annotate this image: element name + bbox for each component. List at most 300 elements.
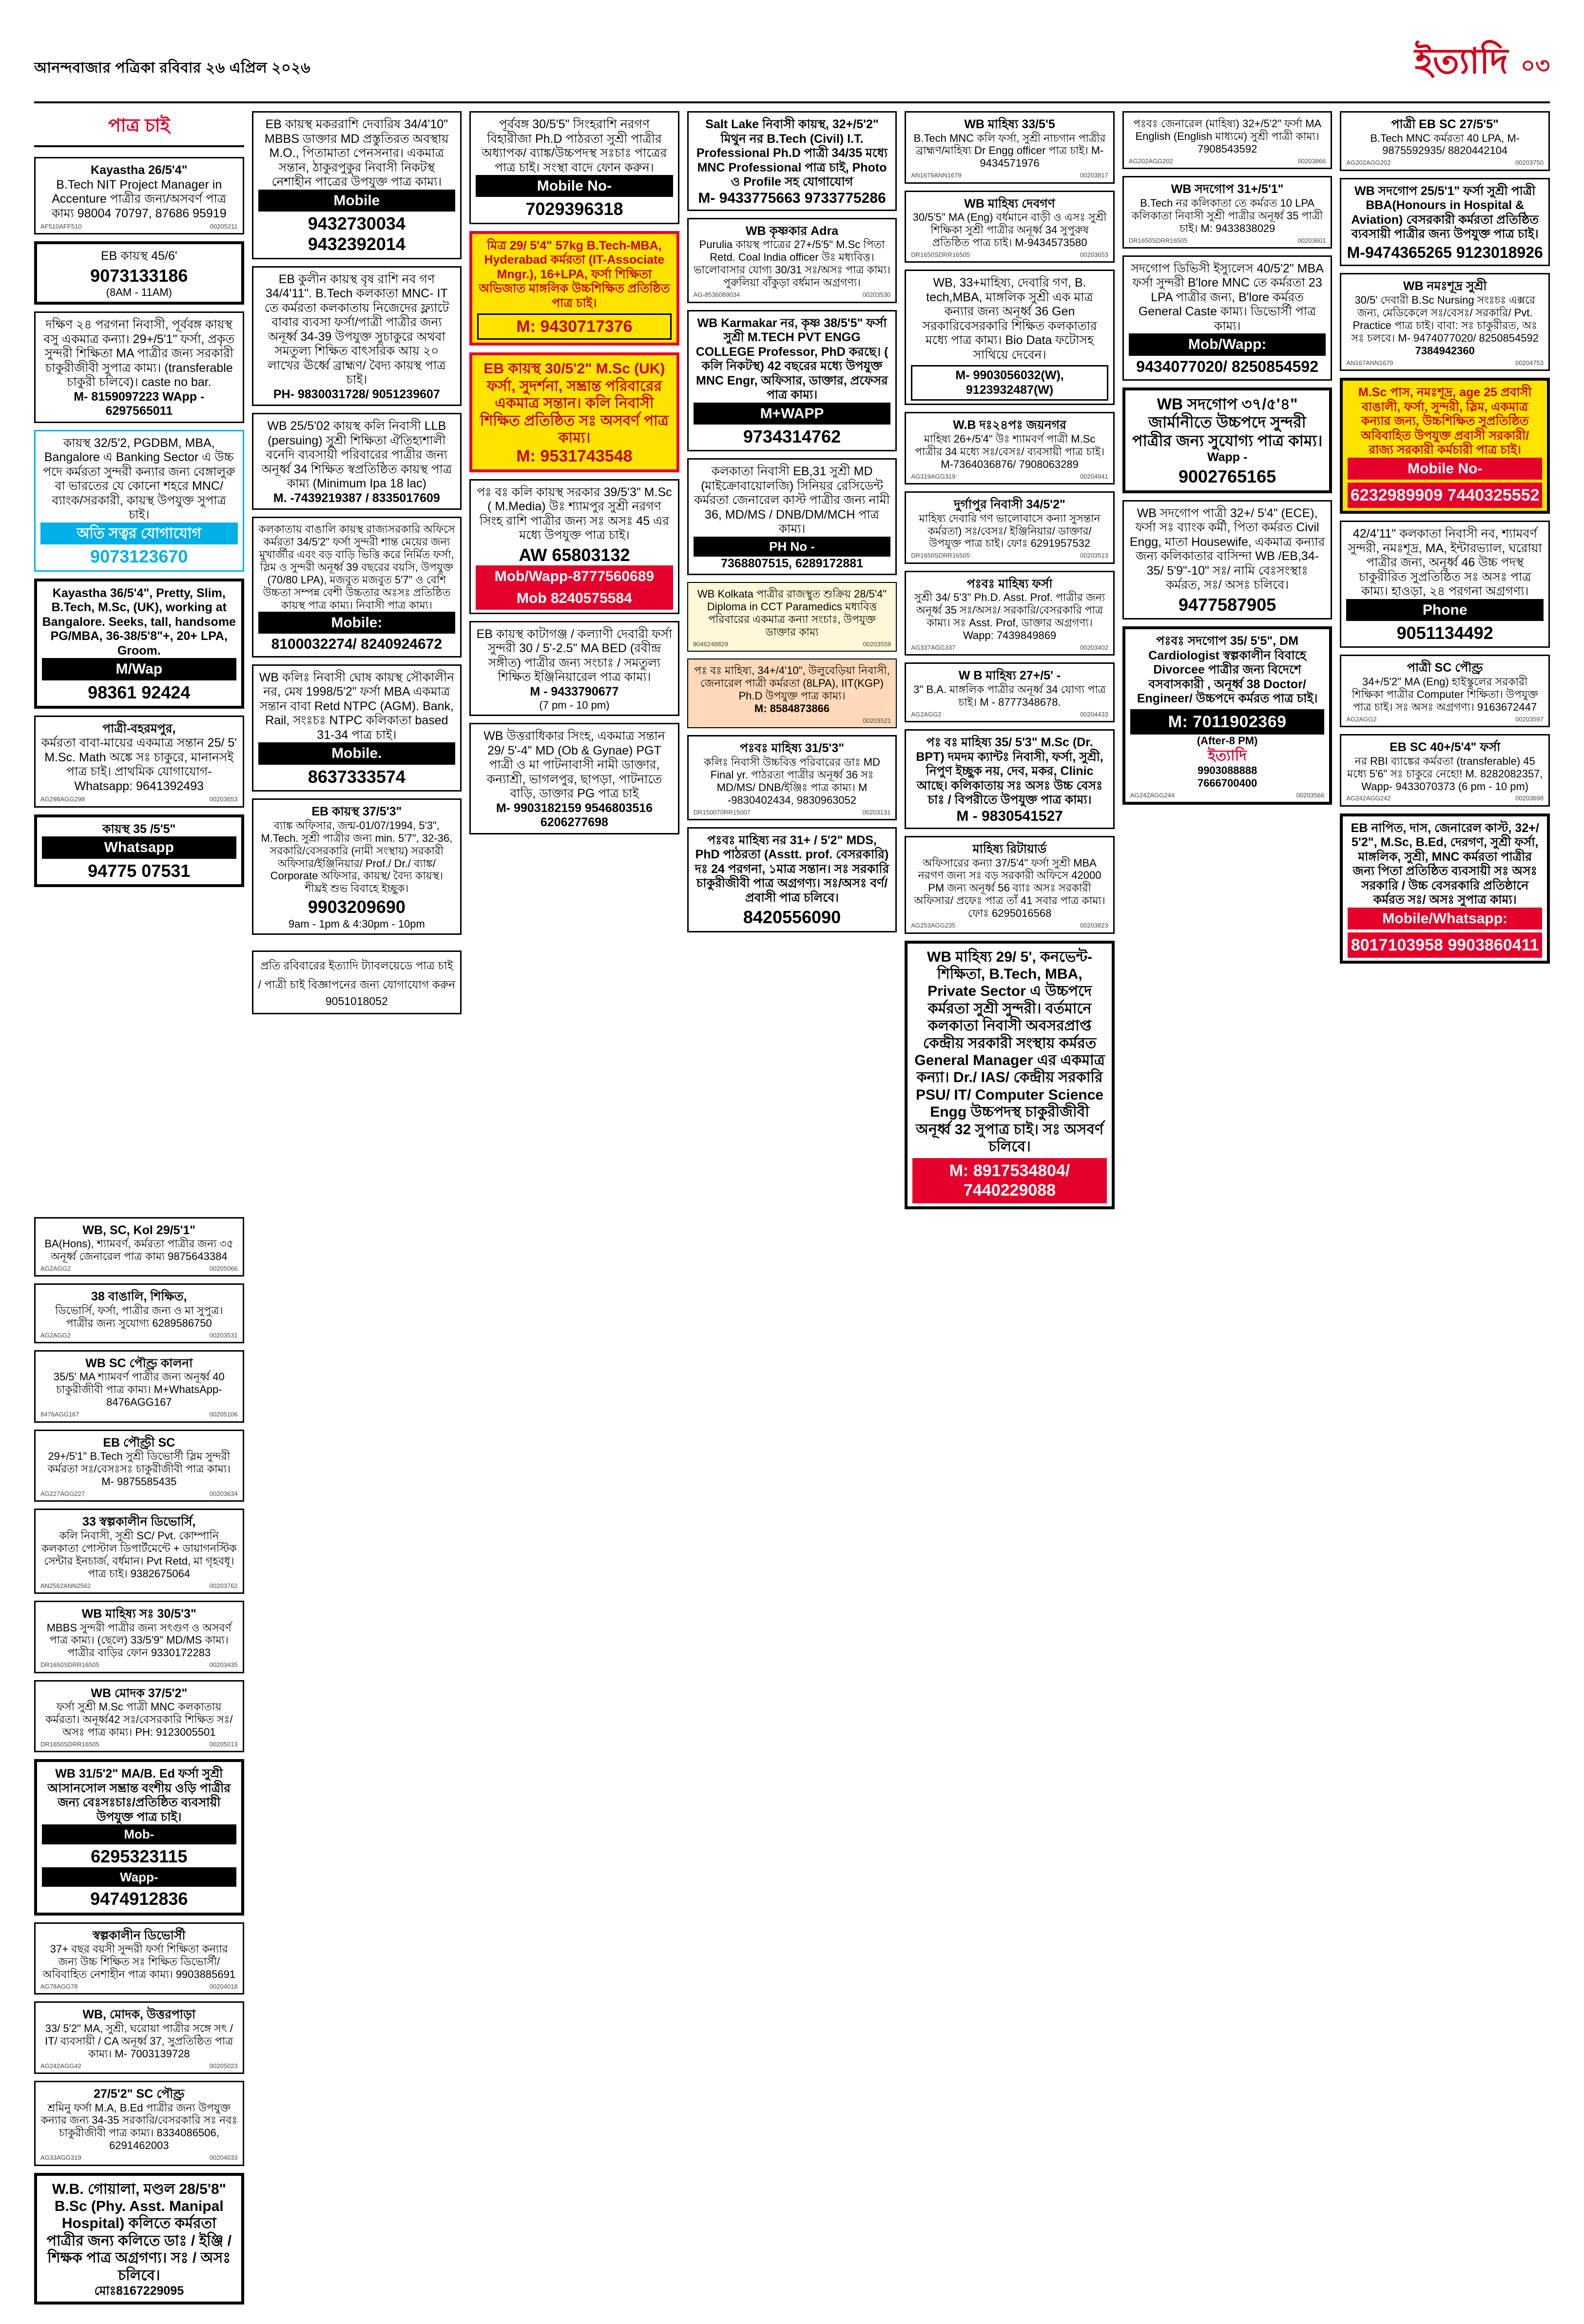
ad-body: EB নাপিত, দাস, জেনারেল কাস্ট, 32+/ 5'2", M.Sc, B.Ed, দেরগণ, সুশ্রী ফর্সা, মাঙ্গলিক, সুশ্রী, MNC কর্মরতা পাত্রীর জন্য পিতা প্রতিষ্ঠিত ব্যবসায়ী সঃ অসঃ সরকারি / উচ্চ বেসরকারি প্রতিষ্ঠানে কর্মরত সঃ/ অসঃ সুপাত্র কাম্য। — [1351, 821, 1539, 907]
ref-left: AG319AGG319 — [911, 472, 956, 480]
ref-left: AN2562ANN2562 — [40, 1582, 91, 1589]
classified-ad[interactable] — [1122, 387, 1333, 493]
ad-body: WB মাহিষ্য 29/ 5', কনভেন্ট-শিক্ষিতা, B.Tech, MBA, Private Sector এ উচ্চপদে কর্মরতা সুশ্রী সুন্দরী। বর্তমানে কলকাতা নিবাসী অবসরপ্রাপ্ত কেন্দ্রীয় সরকারী সংস্থায় কর্মরত General Manager এর একমাত্র কন্যা। Dr./ IAS/ কেন্দ্রীয় সরকারি PSU/ IT/ Computer Science Engg উচ্চপদস্থ চাকুরীজীবী অনূর্ধ্ব 32 সুপাত্র চাই। সঃ অসবর্ণ চলিবে। — [914, 949, 1105, 1155]
ad-body: 33/ 5'2" MA, সুশ্রী, ঘরোয়া পাত্রীর সঙ্গে সৎ / IT/ ব্যবসায়ী / CA অনূর্ধ্ব 37, সুপ্রতিষ্ঠিত পাত্র কাম্য। M- 7003139728 — [45, 2022, 233, 2060]
ad-body: EB কায়স্থ কাটাগঞ্জ / কল্যাণী দেবারী ফর্সা সুন্দরী 30 / 5'-2.5" MA BED (রবীন্দ্র সঙ্গীত) পাত্রীর জন্য সংচাঃ / সমতুল্য শিক্ষিত ইঞ্জিনিয়ারেল পাত্র কাম্য। — [476, 627, 673, 684]
ad-band: M+WAPP — [694, 403, 891, 425]
ad-contact[interactable]: M: 9430717376 — [477, 313, 672, 340]
ref-right: 00203866 — [1297, 157, 1326, 165]
classified-ad[interactable] — [687, 827, 897, 932]
ref-left: AG298AGG298 — [40, 795, 85, 803]
ref-right: 00203653 — [209, 795, 238, 803]
ad-body: EB কায়স্থ মকররাশি দেবারিষ 34/4'10" MBBS ডাক্তার MD প্রস্তুতিরত অবস্থায় M.O., পিতামাতা পেনসনার। একমাত্র সন্তান, ঠাকুরপুকুর নিবাসী নিকটস্থ নেশাহীন পাত্রের উপযুক্ত পাত্র কাম্য। — [265, 117, 449, 189]
ref-right: 00203566 — [1296, 792, 1325, 799]
ref-right: 00203402 — [1080, 644, 1108, 652]
ad-reference — [1346, 159, 1544, 166]
ad-band: Mob/Wapp: — [1129, 333, 1326, 355]
ref-left: AN1679ANN1679 — [911, 172, 962, 179]
ad-body: EB কায়স্থ 30/5'2" M.Sc (UK) ফর্সা, সুদর্শনা, সম্ভ্রান্ত পরিবারের একমাত্র সন্তান। কলি নিবাসী শিক্ষিত প্রতিষ্ঠিত সঃ অসবর্ণ পাত্র কাম্য। — [480, 361, 669, 446]
ad-body: 30/5'5" MA (Eng) বর্ধমানে বাড়ী ও এসঃ সুশ্রী শিক্ষিকা সুশ্রী পাত্রীর অনূর্ধ্ব 34 সুপুরুষ প্রতিষ্ঠিত পাত্র চাই। M-9434573580 — [912, 211, 1107, 249]
ref-right: 00203597 — [1515, 715, 1544, 723]
ad-body: পঃবঃ সদগোপ 35/ 5'5", DM Cardiologist স্বল্পকালীন বিবাহে Divorcee পাত্রীর জন্য বিদেশে বসবাসকারী , অনূর্ধ্ব 38 Doctor/ Engineer/ উচ্চপদে কর্মরত পাত্র চাই। — [1137, 634, 1318, 706]
ad-headline: 33 স্বল্পকালীন ডিভোর্সি, — [82, 1515, 196, 1529]
ad-reference — [1346, 716, 1544, 723]
ref-right: 00205211 — [210, 223, 238, 230]
classified-ad[interactable] — [34, 241, 244, 305]
ad-body: কায়স্থ 32/5'2, PGDBM, MBA, Bangalore এ Banking Sector এ উচ্চ পদে কর্মরতা সুন্দরী কন্যার জন্য বেঙ্গালুরু বা ভারতের যে কোনো শহরে MNC/ ব্যাংক/সরকারী, কায়স্থ উপযুক্ত সুপাত্র চাই। — [43, 436, 235, 522]
ref-right: 00204018 — [209, 1983, 238, 1991]
ref-left: 9046248829 — [693, 640, 729, 648]
ref-left: DR1650SDRR16505 — [40, 1741, 99, 1748]
ref-left: AG33AGG319 — [40, 2154, 81, 2162]
ref-left: AN167ANN1679 — [1346, 359, 1393, 367]
ad-phone[interactable]: 8637333574 — [308, 766, 406, 787]
ad-headline: 38 বাঙালি, শিক্ষিত, — [91, 1290, 187, 1304]
ad-body: পঃ বঃ মাহিষ্য 35/ 5'3" M.Sc (Dr. BPT) দমদম ক্যান্টঃ নিবাসী, ফর্সা, সুশ্রী, নিপুণ ইচ্ছুক নয়, দেব, মকর, Clinic আছে। কলিকাতায় সঃ অসঃ উচ্চ বেসঃ চাঃ / বিপরীতে উপযুক্ত পাত্র কাম্য। — [916, 736, 1103, 807]
classified-ad[interactable] — [687, 582, 897, 652]
ad-contact[interactable]: M- 9433775663 9733775286 — [698, 190, 886, 206]
ad-headline: WB মাহিষ্য সঃ 30/5'3" — [81, 1607, 196, 1621]
ad-body: B.Tech নর কলিকাতা তে কর্মরত 10 LPA কলিকাতা নিবাসী সুশ্রী পাত্রীর অনূর্ধ্ব 35 পাত্রী চাই। M: 9433838029 — [1132, 196, 1323, 234]
ad-body: দক্ষিণ ২৪ পরগনা নিবাসী, পূর্ববঙ্গ কায়স্থ বসু একমাত্র কন্যা। 29+/5'1" ফর্সা, প্রকৃত সুন্দরী শিক্ষিতা MA পাত্রীর জন্য সরকারী চাকুরীজীবী সুপাত্র কাম্য। (transferable চাকুরী চলিবে)। caste no bar. — [43, 318, 235, 389]
ad-contact-extra[interactable]: 7384942360 — [1415, 344, 1475, 357]
ref-left: 8476AGG167 — [40, 1411, 79, 1418]
ad-body: WB 25/5'02 কায়স্থ কলি নিবাসী LLB (persuing) সুশ্রী শিক্ষিতা ঐতিহ্যশালী বনেদি ব্যবসায়ী পরিবারের পাত্রীর জন্য অনূর্ধ্ব 34 শিক্ষিত স্বপ্রতিষ্ঠিত কায়স্থ পাত্র কাম্য (Minimum Ipa 18 lac) — [261, 419, 452, 491]
ad-body: Kayastha 36/5'4", Pretty, Slim, B.Tech, M.Sc, (UK), working at Bangalore. Seeks, tall, handsome PG/MBA, 36-38/5'8"+, 20+ LPA, Groom. — [42, 586, 236, 658]
page-number: ০৩ — [1521, 53, 1550, 78]
classified-ad[interactable] — [687, 735, 897, 820]
ref-right: 00204753 — [1515, 359, 1544, 367]
ad-band-3: Mob 8240575584 — [476, 587, 673, 609]
ad-phone[interactable]: 9734314762 — [743, 426, 841, 446]
ref-left: AF510AFF510 — [40, 223, 82, 230]
ad-body: WB সদগোপ ৩৭/৫'৪" জার্মানীতে উচ্চপদে সুন্দরী পাত্রীর জন্য সুযোগ্য পাত্র কাম্য। — [1132, 395, 1323, 450]
ad-body: WB Karmakar নর, কৃষ্ণ 38/5'5" ফর্সা সুশ্রী M.TECH PVT ENGG COLLEGE Professor, PhD করছে। ( কলি নিকটস্থ) 42 বছরের মধ্যে উপযুক্ত MNC Engr, অফিসার, ডাক্তার, প্রফেসর পাত্র কাম্য। — [695, 316, 889, 402]
classified-ad[interactable] — [34, 311, 244, 423]
classified-ad[interactable] — [905, 491, 1115, 564]
ad-headline: পাত্রী SC পৌণ্ড্র — [1407, 661, 1483, 675]
ref-right: 00203131 — [862, 808, 891, 816]
ref-left: DR1650SDRR16505 — [40, 1661, 99, 1669]
ad-phone[interactable]: 9477587905 — [1178, 594, 1276, 615]
ad-reference — [40, 1265, 238, 1272]
ad-phone[interactable]: 98361 92424 — [88, 682, 191, 702]
classified-ad[interactable] — [469, 621, 679, 716]
ad-body: M.Sc পাস, নমঃশূদ্র, age 25 প্রবাসী বাঙালী, ফর্সা, সুন্দরী, স্লিম, একমাত্র কন্যার জন্য, উচ্চশিক্ষিত সুপ্রতিষ্ঠিত অবিবাহিত উপযুক্ত প্রবাসী সরকারী/ রাজ্য সরকারী কর্মচারী পাত্র চাই। — [1358, 386, 1532, 457]
ad-headline: WB মাহিষ্য 33/5'5 — [964, 117, 1055, 131]
ad-body: নর RBI ব্যাঙ্কের কর্মরতা (transferable) 45 মধ্যে 5'6" সঃ চাকুরে নেহো! M. 8282082357, Wapp- 9433070373 (6 pm - 10 pm) — [1347, 755, 1543, 793]
ad-headline: WB মোদক 37/5'2" — [91, 1686, 188, 1700]
ad-contact[interactable]: 7368807515, 6289172881 — [721, 556, 863, 570]
ad-phone-note: (8AM - 11AM) — [106, 286, 172, 299]
ad-phone-note: (After-8 PM) — [1197, 734, 1258, 747]
ad-body: কলি নিবাসী, সুশ্রী SC/ Pvt. কোম্পানি কলকাতা পোস্টাল ডিপার্টমেন্টে + ডায়াগনস্টিক সেন্টার ইনচার্জ, বর্ধমান। Pvt Retd, মা গৃহবধূ। পাত্র চাই। 9382675064 — [41, 1529, 237, 1580]
classified-ad[interactable] — [905, 270, 1115, 405]
ad-contact[interactable]: M: 8917534804/ 7440229088 — [912, 1158, 1107, 1203]
ad-contact[interactable]: M - 9433790677 — [530, 684, 619, 698]
ref-right: 00204033 — [209, 2154, 238, 2162]
ad-body: EB কুলীন কায়স্থ বৃষ রাশি নব গণ 34/4'11". B.Tech কলকাতা MNC- IT তে কর্মরতা কলকাতায় নিজেদের ফ্ল্যাটে বাবার ব্যবসা ফর্সা/পাত্রী পাত্রীর জন্য অনূর্ধ্ব 34-39 উপযুক্ত সুচাকুরে অথবা সমতুল্য শিক্ষিত বাৎসরিক আয় ২০ লাখের ঊর্ধ্বে ব্রাহ্মণ/ বৈদ্য কায়স্থ পাত্র চাই। — [264, 272, 449, 387]
ad-headline: পঃবঃ মাহিষ্য ফর্সা — [966, 577, 1053, 591]
ad-reference — [911, 473, 1108, 480]
ref-left: AG253AGG235 — [911, 922, 956, 930]
ad-body: কলিঃ নিবাসী উচ্চবিত্ত পরিবারের ডাঃ MD Final yr. পাঠরতা পাত্রীর অনূর্ধ্ব 36 সঃ MD/MS/ DNB/ইঞ্জিঃ পাত্র কাম্য। M -9830402434, 9830963052 — [704, 755, 880, 806]
ref-left: AG78AGG78 — [40, 1983, 78, 1991]
ad-body: ফর্সা সুশ্রী M.Sc পাত্রী MNC কলকাতায় কর্মরতা। অনূর্ধ্ব42 সঃ/বেসরকারি শিক্ষিত সঃ/অসঃ পাত্র কাম্য। PH: 9123005501 — [45, 1701, 233, 1739]
ad-phone-note: 9am - 1pm & 4:30pm - 10pm — [288, 917, 425, 930]
ref-right: 00203513 — [1080, 552, 1108, 560]
ad-body: পঃবঃ মাহিষ্য নর 31+ / 5'2" MDS, PhD পাঠরতা (Asstt. prof. বেসরকারি) দঃ 24 পরগনা, ১মাত্র সন্তান। সঃ সরকারি চাকুরীজীবী পাত্র অগ্রগণ্য। সঃ/অসঃ বর্ণ/ প্রবাসী পাত্র চলিবে। — [695, 833, 889, 905]
ad-contact[interactable]: AW 65803132 — [519, 544, 630, 565]
ad-band: Mobile No- — [476, 175, 673, 197]
ad-phone[interactable]: 8017103958 9903860411 — [1348, 932, 1542, 958]
ad-reference — [1346, 359, 1544, 367]
etc-phone-1[interactable]: 9903088888 — [1197, 764, 1257, 777]
classified-ad[interactable] — [1340, 655, 1550, 727]
classified-ad[interactable] — [252, 413, 462, 510]
ad-headline: স্বল্পকালীন ডিভোর্সী — [92, 1928, 186, 1942]
ad-phone-note: (7 pm - 10 pm) — [539, 699, 610, 712]
ref-left: DR150070RR15007 — [693, 808, 751, 816]
ad-band: Mobile. — [258, 742, 456, 764]
ad-headline: দুর্গাপুর নিবাসী 34/5'2" — [954, 498, 1065, 512]
ad-body: WB 31/5'2" MA/B. Ed ফর্সা সুশ্রী আসানসোল সম্ভ্রান্ত বংশীয় ওড়ি পাত্রীর জন্য বেঃসঃচাঃ/প্রতিষ্ঠিত ব্যবসায়ী উপযুক্ত পাত্র চাই। — [47, 1767, 231, 1824]
ad-body: WB উত্তরাধিকার সিংহ, একমাত্র সন্তান 29/ 5'-4" MD (Ob & Gynae) PGT পাত্রী ও মা পাটনাবাসী নামী ডাক্তার, কন্যাশ্রী, ভাগলপুর, ছাপড়া, পাটনাতে বাড়ি, ডাক্তার PG পাত্র চাই — [483, 729, 665, 801]
column-3 — [469, 111, 679, 834]
classified-ad[interactable] — [34, 1759, 244, 1915]
ad-reference — [1129, 237, 1326, 244]
ad-reference — [1130, 792, 1325, 799]
ad-body: 29+/5'1" B.Tech সুশ্রী ডিভোর্সী স্লিম সুন্দরী কর্মরতা সঃ/বেসঃসঃ চাকুরীজীবী পাত্র কাম্য। M- 9875585435 — [47, 1450, 231, 1488]
classified-ad[interactable] — [34, 2081, 244, 2166]
classified-ad[interactable] — [1340, 178, 1550, 267]
ad-headline: 27/5'2" SC পৌণ্ড্র — [94, 2087, 185, 2101]
classified-ad[interactable] — [34, 716, 244, 808]
ref-right: 00203435 — [209, 1661, 238, 1669]
ad-body: W.B. গোয়ালা, মণ্ডল 28/5'8" B.Sc (Phy. Asst. Manipal Hospital) কলিতে কর্মরতা পাত্রীর জন্য কলিতে ডাঃ / ইঞ্জি / শিক্ষক পাত্র অগ্রগণ্য। সঃ / অসঃ চলিবে। — [46, 2181, 232, 2284]
ad-reference — [40, 223, 238, 230]
footer-note-text: প্রতি রবিবারের ইত্যাদি ট্যাবলয়েডে পাত্র চাই / পাত্রী চাই বিজ্ঞাপনের জন্য যোগাযোগ করুন — [258, 959, 456, 991]
publication-logo: ইত্যাদি — [1414, 42, 1508, 81]
classified-ad-feature[interactable] — [1340, 813, 1550, 964]
masthead-brand — [1415, 44, 1550, 86]
classified-ad[interactable] — [1122, 626, 1333, 805]
classified-ad[interactable] — [34, 1430, 244, 1502]
etc-phone-2[interactable]: 7666700400 — [1197, 777, 1257, 790]
ad-body: 42/4'11" কলকাতা নিবাসী নব, শ্যামবর্ণ সুন্দরী, নমঃশূদ্র, MA, ইন্টারভ্যাল, ঘরোয়া পাত্রীর জন্য, অনূর্ধ্ব 46 উচ্চ পদস্থ চাকুরীরিত সুপ্রতিষ্ঠিত সঃ অসঃ পাত্র কাম্য। হাওড়া, ২৪ পরগনা অগ্রগণ্য। — [1348, 527, 1542, 599]
classified-ad[interactable] — [687, 111, 897, 211]
classified-ad[interactable] — [687, 310, 897, 452]
ad-body: পঃ বঃ কলি কায়স্থ সরকার 39/5'3" M.Sc ( M.Media) উঃ শ্যামপুর সুশ্রী নরগণ সিংহ রাশি পাত্রীর জন্য সঃ অসঃ 45 এর মধ্যে উপযুক্ত পাত্র চাই। — [477, 485, 672, 542]
ad-band-2: Wapp- — [42, 1867, 236, 1887]
ref-right: 00205106 — [209, 1411, 238, 1418]
ad-reference — [911, 644, 1108, 651]
ad-contact[interactable]: M- 9903182159 9546803516 6206277698 — [496, 801, 653, 830]
ad-phone[interactable]: 9903209690 — [308, 897, 406, 917]
ref-left: AG227AGG227 — [40, 1490, 85, 1498]
ad-headline: WB, SC, Kol 29/5'1" — [82, 1223, 196, 1237]
ad-body: ডিভোর্সি, ফর্সা, পাত্রীর জন্য ও মা সুপুত্র। পাত্রীর জন্য সুযোগ্য 6289586750 — [55, 1304, 223, 1329]
classified-ad-feature[interactable] — [34, 2173, 244, 2305]
classified-ad[interactable] — [1340, 734, 1550, 807]
ad-body: পঃ বঃ মাহিষ্য, 34+/4'10", উলুবেড়িয়া নিবাসী, জেনারেল পাত্রী কর্মরতা (8LPA), IIT(KGP) Ph.D উপযুক্ত পাত্র কাম্য। — [694, 664, 890, 702]
ad-reference — [40, 1490, 238, 1497]
ad-headline: Kayastha 26/5'4" — [91, 163, 188, 177]
classified-columns — [34, 111, 1550, 2305]
ad-phone[interactable]: 6232989909 7440325552 — [1348, 483, 1542, 508]
ad-body: মিত্র 29/ 5'4" 57kg B.Tech-MBA, Hyderabad কর্মরতা (IT-Associate Mngr.), 16+LPA, ফর্সা শিক্ষিতা অভিজাত মাঙ্গলিক উচ্চশিক্ষিত প্রতিষ্ঠিত পাত্র চাই। — [479, 238, 670, 310]
ad-body: WB Kolkata পাত্রীর রাজস্থুত শুক্রিয় 28/5'4" Diploma in CCT Paramedics মধ্যবিত্ত পরিবারের একমাত্র কন্যা সংচাঃ, উপযুক্ত ডাক্তার কাম্য — [697, 588, 887, 638]
classified-ad[interactable] — [687, 218, 897, 303]
ad-body: সুশ্রী 34/ 5'3" Ph.D. Asst. Prof. পাত্রীর জন্য অনূর্ধ্ব 35 সঃ/অসঃ/ সরকারি/বেসরকারি পাত্র কাম্য। সঃ Asst. Prof, ডাক্তার অগ্রগণ্য। Wapp: 7439849869 — [914, 591, 1105, 642]
ad-body: মাহিষ্য দেবারি গণ ভালোবাসে কন্যা সুসন্তান কর্মরতা) সঃ/বেসঃ/ ইঞ্জিনিয়ার/ ডাক্তার/ উপযুক্ত পাত্র চাই। ফোঃ 6291957532 — [919, 512, 1101, 550]
ad-contact[interactable]: M- 9903056032(W), 9123932487(W) — [911, 365, 1108, 401]
classified-ad[interactable] — [34, 430, 244, 572]
classified-ad[interactable] — [34, 1922, 244, 1995]
classified-ad-feature[interactable] — [905, 941, 1115, 1209]
ad-reference — [40, 2062, 238, 2070]
classified-ad[interactable] — [1340, 521, 1550, 648]
ad-reference — [40, 1741, 238, 1748]
ad-reference — [40, 795, 238, 803]
ad-body: WB কলিঃ নিবাসী ঘোষ কায়স্থ সৌকালীন নর, মেষ 1998/5'2" ফর্সা MBA একমাত্র সন্তান বাবা Retd NTPC (AGM). Bank, Rail, সংঃচঃ NTPC কলিকাতা based 31-34 পাত্র চাই। — [259, 670, 455, 742]
ad-reference — [40, 1582, 238, 1589]
ad-body: B.Tech MNC কলি ফর্সা, সুশ্রী নাচগান পাত্রীর ব্রাহ্মণ/মাহিষ্য Dr Engg officer পাত্র চাই। M-9434571976 — [913, 132, 1106, 170]
ad-body: EB কায়স্থ 45/6' — [100, 249, 177, 263]
footer-note-phone[interactable]: 9051018052 — [325, 994, 388, 1007]
ad-band: Mobile — [258, 190, 456, 212]
ref-right: 00203601 — [1297, 236, 1326, 244]
classified-ad[interactable] — [34, 1350, 244, 1423]
ref-right: 00203698 — [1515, 794, 1544, 802]
classified-ad[interactable] — [905, 836, 1115, 934]
ad-contact[interactable]: M- 8159097223 WApp - 6297565011 — [74, 389, 205, 418]
classified-ad[interactable] — [469, 479, 679, 614]
ad-reference — [694, 291, 891, 298]
ad-contact[interactable]: M - 9830541527 — [956, 808, 1063, 824]
masthead-date: আনন্দবাজার পত্রিকা রবিবার ২৬ এপ্রিল ২০২৬ — [34, 60, 311, 76]
ad-phone[interactable]: 6295323115 — [91, 1846, 188, 1867]
ad-headline: মাহিষ্য রিটায়ার্ড — [972, 842, 1047, 856]
ad-contact[interactable]: M: 9531743548 — [516, 447, 633, 466]
classified-ad[interactable] — [905, 662, 1115, 722]
ref-right: 00203823 — [1080, 922, 1108, 930]
ad-reference — [40, 2154, 238, 2161]
ad-body: পঃবঃ জেনারেল (মাহিষ্য) 32+/5'2" ফর্সা MA English (English মাধ্যমে) সুশ্রী পাত্রী কাম্য। 7908543592 — [1133, 117, 1322, 155]
ref-right: 00205023 — [209, 2062, 238, 2070]
ad-body: পূর্ববঙ্গ 30/5'5" সিংহরাশি নরগণ বিহারীজা Ph.D পাঠরতা সুশ্রী পাত্রীর অধ্যাপক/ ব্যাঙ্ক/উচ্চপদস্থ সঃচাঃ পাত্রের পাত্র চাই। সংস্থা বাদে ফোন করুন। — [482, 117, 667, 174]
ref-left: DR1650SDRR16505 — [911, 251, 970, 259]
classified-ad[interactable] — [905, 191, 1115, 263]
ad-headline: W B মাহিষ্য 27+/5' - — [958, 669, 1061, 683]
ad-reference — [911, 922, 1108, 929]
column-7 — [1340, 111, 1550, 964]
ad-reference — [911, 251, 1108, 258]
ad-contact[interactable]: M-9474365265 9123018926 — [1347, 243, 1543, 261]
ref-right: 00205013 — [209, 1741, 238, 1748]
ad-headline: পাত্রী EB SC 27/5'5" — [1391, 117, 1499, 131]
ad-headline: পাত্রী-বহরমপুর, — [102, 721, 176, 736]
classified-ad[interactable] — [469, 231, 679, 346]
ad-body: MBBS সুন্দরী পাত্রীর জন্য সৎগুণ ও অসবর্ণ পাত্র কাম্য। (ছেলে) 33/5'9" MD/MS কাম্য। পাত্রীর বাড়ির ফোন 9330172283 — [46, 1621, 232, 1659]
ad-reference — [40, 1983, 238, 1990]
classified-ad[interactable] — [34, 1509, 244, 1594]
ad-headline: পঃবঃ মাহিষ্য 31/5'3" — [739, 741, 845, 755]
column-5 — [905, 111, 1115, 1209]
ad-contact[interactable]: PH- 9830031728/ 9051239607 — [273, 387, 440, 401]
ad-phone-2[interactable]: 9474912836 — [90, 1889, 188, 1909]
ad-reference — [40, 1411, 238, 1418]
ad-body: WB, 33+মাহিষ্য, দেবারি গণ, B. tech,MBA, মাঙ্গলিক সুশ্রী এক মাত্র কন্যার জন্য অনূর্ধ্ব 36 Gen সরকারিবেসরকারি শিক্ষিত কলকাতার মধ্যে পাত্র কাম্য। Bio Data ফটোসহ সাথিয়ে দেবেন। — [922, 276, 1097, 362]
ad-body: 30/5' দেবারী B.Sc Nursing সংঃচঃ এক্সরে জন্য, মেডিকেলে সঃ/বেসঃ/ সরকারি/ Pvt. Practice পাত্র চাই। বাবা: সঃ চাকুরীরত, অঃ সঃ চলবে। M- 9474077020/ 8250854592 — [1351, 293, 1539, 344]
ad-body: কায়স্থ 35 /5'5" — [102, 822, 176, 836]
ref-left: DR1650SDRR16505 — [1128, 236, 1188, 244]
classified-ad[interactable] — [905, 412, 1115, 484]
masthead — [34, 44, 1550, 95]
ad-reference — [911, 172, 1108, 179]
ref-left: AG2AGG2 — [40, 1331, 71, 1339]
ad-contact[interactable]: M: 7011902369 — [1130, 709, 1325, 735]
ad-band: Mobile/Whatsapp: — [1348, 908, 1542, 930]
classified-ad[interactable] — [1122, 255, 1333, 381]
ad-headline: EB SC 40+/5'4" ফর্সা — [1390, 740, 1501, 755]
masthead-rule — [34, 101, 1550, 103]
ad-reference — [693, 640, 891, 648]
ref-right: 00204433 — [1080, 710, 1108, 718]
ad-reference — [1346, 794, 1544, 802]
classified-ad[interactable] — [252, 664, 462, 792]
ad-headline: WB নমঃশূদ্র সুশ্রী — [1403, 279, 1487, 293]
ad-body: মাহিষ্য 26+/5'4" উঃ শ্যামবর্ণ পাত্রী M.Sc পাত্রীর 34 মধ্যে সঃ/বেসঃ/ ব্যবসায়ী পাত্র চাই। M-7364036876/ 7908063289 — [915, 432, 1104, 470]
ref-left: AG202AGG202 — [1346, 159, 1391, 167]
classified-ad[interactable] — [1340, 273, 1550, 371]
ad-body: সদগোপ ডিভিসী ইস্যুলেস 40/5'2" MBA ফর্সা সুন্দরী B'lore MNC তে কর্মরতা 23 LPA পাত্রীর জন্য, B'lore কর্মরত General Caste কাম্য। ডিভোর্সী পাত্র কাম্য। — [1131, 261, 1324, 333]
ad-reference — [40, 1332, 238, 1339]
classified-ad[interactable] — [1122, 500, 1333, 620]
classified-ad[interactable] — [34, 579, 244, 709]
classified-ad[interactable] — [469, 352, 679, 472]
ad-contact[interactable]: মোঃ8167229095 — [94, 2284, 184, 2298]
ad-reference — [693, 717, 891, 724]
ad-band: Mobile No- — [1348, 458, 1542, 480]
ad-band: অতি সত্বর যোগাযোগ — [40, 523, 238, 544]
ad-band: Mob- — [42, 1824, 236, 1844]
ad-body: কলকাতায় বাঙালি কায়স্থ রাজ্যসরকারি অফিসে কর্মরতা 34/5'2" ফর্সা সুন্দরী শান্ত মেয়ের জন্য মুখার্জীর এবং বড় বাড়ি ভিত্তি করে নির্মিত ফর্সা, স্লিম ও সুন্দরী অনূর্ধ্ব 39 বছরের বয়সি, উপযুক্ত (70/80 LPA), মজবুত মজবুত 5'7" ও বেশি উচ্চতা সম্পন্ন বেশী উচ্চতার অঃসঃ প্রতিষ্ঠিত কায়স্থ পাত্র কাম্য। নিবাসী পাত্র কাম্য। — [258, 523, 455, 612]
ad-body: WB সদগোপ পাত্রী 32+/ 5'4" (ECE), ফর্সা সঃ ব্যাংক কর্মী, পিতা কর্মরত Civil Engg, মাতা Housewife, একমাত্র কন্যার জন্য কলিকাতার বাসিন্দা WB /EB,34- 35/ 5'9"-10" সঃ/ নামি বেঃসংস্থাঃ কর্মরত, সঃ/ অসঃ চলিবে। — [1129, 506, 1325, 592]
ref-right: 00203531 — [209, 1331, 238, 1339]
ad-headline: EB কায়স্থ 37/5'3" — [311, 805, 402, 819]
classified-ad[interactable] — [252, 517, 462, 657]
classified-ad[interactable] — [687, 458, 897, 575]
classified-ad[interactable] — [469, 111, 679, 224]
ad-phone[interactable]: 9051134492 — [1396, 622, 1493, 643]
classified-ad[interactable] — [905, 111, 1115, 184]
ad-body: 34+/5'2" MA (Eng) হাইস্কুলের সরকারী শিক্ষিকা পাত্রীর Computer শিক্ষিতা। উপযুক্ত পাত্র চাই। সঃ অসঃ অগ্রগণ্য। 9163672447 — [1352, 675, 1538, 713]
ref-left: AG202AGG202 — [1128, 157, 1173, 165]
classified-ad[interactable] — [905, 571, 1115, 656]
classified-ad[interactable] — [252, 798, 462, 935]
classified-ad[interactable] — [252, 111, 462, 259]
ad-body: Purulia কায়স্থ পাত্রের 27+/5'5" M.Sc পিতা Retd. Coal India officer উঃ মধ্যবিত্ত। ভালোবাসার যোগ্য 30/31 সঃ/অসঃ পাত্র কাম্য। পুরুলিয়া বাঁকুড়া বর্ধমান অগ্রগণ্য। — [694, 238, 890, 289]
ref-right: 00204941 — [1080, 472, 1108, 480]
ad-phone[interactable]: 9432730034 9432392014 — [308, 213, 406, 254]
ad-contact[interactable]: M. -7439219387 / 8335017609 — [273, 491, 440, 505]
ad-headline: W.B দঃ২৪পঃ জয়নগর — [953, 418, 1066, 432]
ad-body: Salt Lake নিবাসী কায়স্থ, 32+/5'2" মিথুন নর B.Tech (Civil) I.T. Professional Ph.D পাত্রী 34/35 মধ্যে MNC Professional পাত্র চাই, Photo ও Profile সহ যোগাযোগ — [696, 117, 888, 189]
classified-ad[interactable] — [905, 729, 1115, 829]
classified-ad[interactable] — [469, 723, 679, 834]
ad-reference — [911, 552, 1108, 559]
ref-right: 00203634 — [209, 1490, 238, 1498]
ref-left: AG242AGG244 — [1130, 792, 1175, 799]
ref-right: 00203530 — [862, 291, 891, 299]
ad-phone[interactable]: 9002765165 — [1178, 466, 1276, 487]
ad-band: M/Wap — [42, 658, 236, 680]
ad-band: Mobile: — [258, 612, 456, 634]
ad-phone[interactable]: 7029396318 — [525, 199, 623, 219]
ad-phone[interactable]: 8100032274/ 8240924672 — [271, 636, 443, 653]
classified-ad[interactable] — [34, 1217, 244, 1277]
ad-body: ব্যাঙ্ক অফিসার, জন্ম-01/07/1994, 5'3", M.Tech. সুশ্রী পাত্রীর জন্য min. 5'7", 32-36, সরকারি/বেসরকারি (নামী সংস্থায়) সরকারী অফিসার/ইঞ্জিনিয়ার/ Prof./ Dr./ ব্যাঙ্ক/ Corporate অফিসার, কায়স্থ/ বৈদ্য কায়স্থ। শীঘ্রই শুভ বিবাহে ইচ্ছুক। — [261, 819, 453, 895]
ad-headline: WB সদগোপ 31+/5'1" — [1171, 182, 1284, 196]
footer-contact-note[interactable] — [252, 950, 462, 1014]
ref-left: DR1650SDRR16505 — [911, 552, 970, 560]
classified-ad[interactable] — [1122, 111, 1333, 169]
ad-body: কলকাতা নিবাসী EB,31 সুশ্রী MD (মাইক্রোবায়োলজি) সিনিয়র রেসিডেন্ট কর্মরতা জেনারেল কাস্ট পাত্রীর জন্য নামী 36, MD/MS / DNB/DM/MCH পাত্র কাম্য। — [694, 465, 890, 536]
ad-phone[interactable]: 8420556090 — [743, 907, 841, 928]
ad-headline: EB পৌণ্ড্রী SC — [103, 1435, 175, 1450]
classified-ad[interactable] — [252, 266, 462, 407]
ad-body: অফিসারের কন্যা 37/5'4" ফর্সা সুশ্রী MBA নরগণ জন্য সঃ বড় সরকারী অফিসে 42000 PM জন্য অনূর্ধ্ব 56 ব্যাঃ অসঃ সরকারী অফিসার/ প্রফেঃ পাত্র তাঁ 41 সবার পাত্র কাম্য। ফোঃ 6295016568 — [914, 856, 1105, 920]
ad-headline: WB, মোদক, উত্তরপাড়া — [82, 2008, 196, 2022]
classified-ad[interactable] — [34, 1601, 244, 1673]
ref-right: 00203521 — [863, 717, 891, 725]
ref-left: AG2AGG2 — [40, 1264, 71, 1272]
classified-ad[interactable] — [34, 2001, 244, 2074]
ref-right: 00203750 — [1515, 159, 1544, 167]
ref-left: AG337AGG337 — [911, 644, 956, 652]
ref-right: 00203559 — [863, 640, 891, 648]
ad-contact-label: PH No - — [694, 537, 891, 557]
classified-ad[interactable] — [34, 1283, 244, 1343]
ad-contact[interactable]: M: 8584873866 — [754, 702, 830, 715]
ad-phone[interactable]: 9434077020/ 8250854592 — [1136, 357, 1318, 375]
ad-phone[interactable]: 9073133186 — [90, 265, 188, 286]
ad-body: 3" B.A. মাঙ্গলিক পাত্রীর অনূর্ধ্ব 34 যোগ্য পাত্র চাই। M - 8777348678. — [913, 683, 1106, 708]
classified-ad[interactable] — [687, 658, 897, 728]
ref-left: AG-8536089034 — [693, 291, 740, 299]
classified-ad[interactable] — [34, 814, 244, 887]
ad-reference — [911, 711, 1108, 718]
ad-phone[interactable]: 94775 07531 — [88, 860, 191, 881]
ref-right: 00203762 — [209, 1582, 238, 1589]
column-4 — [687, 111, 897, 932]
classified-ad[interactable] — [1122, 176, 1333, 249]
ad-body: 35/5' MA শ্যামবর্ণ পাত্রীর জন্য অনূর্ধ্ব 40 চাকুরীজীবী পাত্র কাম্য। M+WhatsApp-8476AGG167 — [53, 1371, 225, 1409]
ad-body: B.Tech MNC কর্মরতা 40 LPA, M-9875592935/ 8820442104 — [1370, 132, 1520, 157]
column-8 — [34, 1217, 244, 2305]
classified-ad[interactable] — [34, 1680, 244, 1753]
classified-ad[interactable] — [34, 157, 244, 234]
classified-ad[interactable] — [1340, 378, 1550, 514]
ad-body: কর্মরতা বাবা-মায়ের একমাত্র সন্তান 25/ 5' M.Sc. Math অঙ্কে সঃ চাকুরে, মানানসই পাত্র চাই। প্রাথমিক যোগাযোগ- Whatsapp: 9641392493 — [41, 736, 237, 793]
ad-phone[interactable]: 9073123670 — [90, 546, 188, 567]
column-1 — [34, 111, 244, 887]
ref-left: AG2AGG2 — [1346, 715, 1377, 723]
ref-right: 00203817 — [1080, 172, 1108, 179]
classified-ad[interactable] — [1340, 111, 1550, 171]
etc-logo: ইত্যাদি — [1208, 747, 1247, 764]
